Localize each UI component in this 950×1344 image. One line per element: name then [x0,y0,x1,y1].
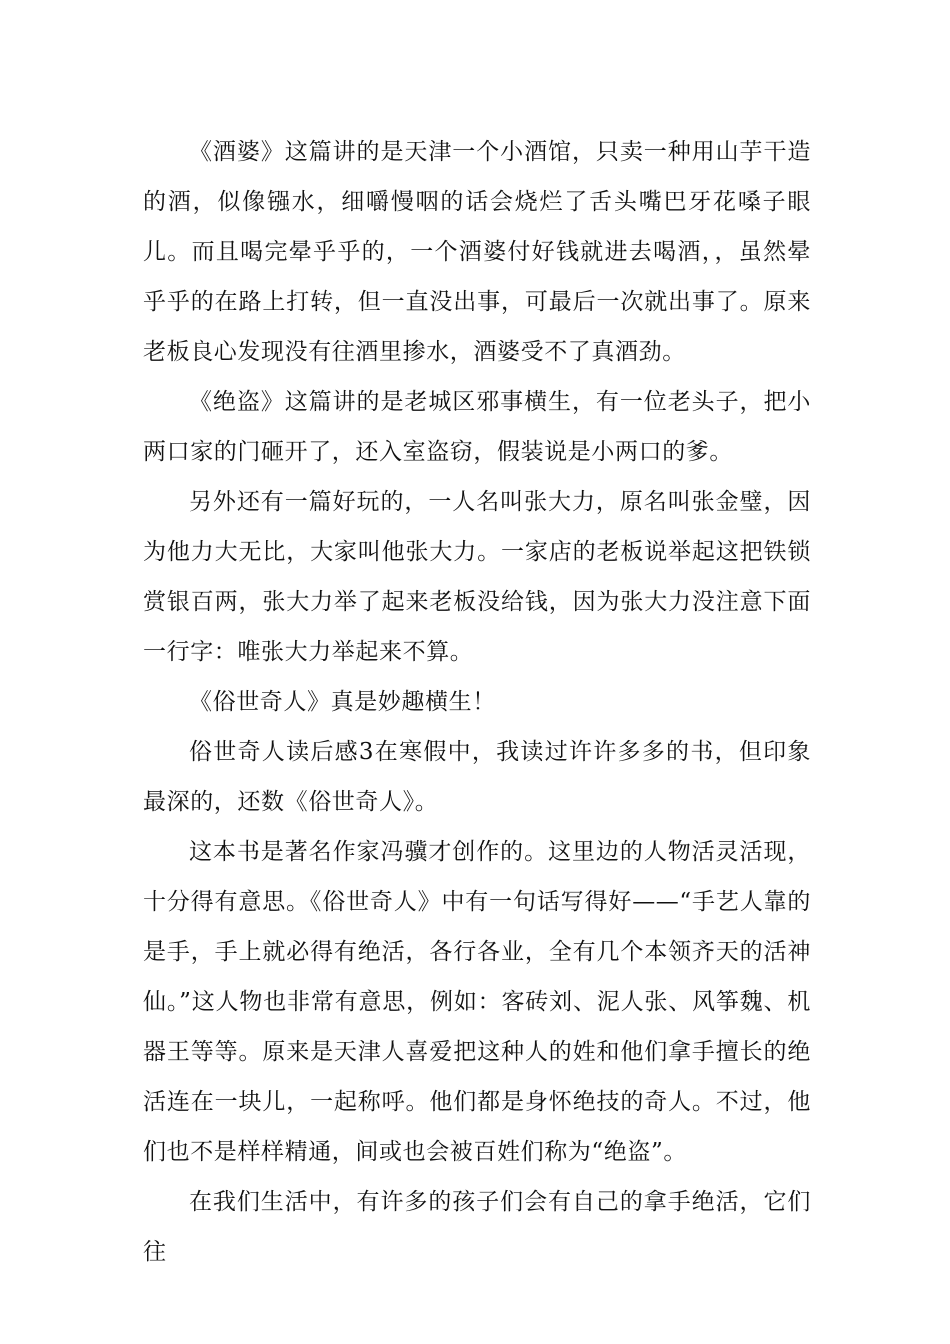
paragraph-zhangdali: 另外还有一篇好玩的，一人名叫张大力，原名叫张金璧，因为他力大无比，大家叫他张大力。一家店的老板说举起这把铁锁赏银百两，张大力举了起来老板没给钱，因为张大力没注意下面一行字：唯张大力举起来不算。 [143,489,811,665]
paragraph-life: 在我们生活中，有许多的孩子们会有自己的拿手绝活，它们往 [143,1189,811,1265]
paragraph-essay3-intro: 俗世奇人读后感3在寒假中，我读过许许多多的书，但印象最深的，还数《俗世奇人》。 [143,739,811,815]
paragraph-author: 这本书是著名作家冯骥才创作的。这里边的人物活灵活现，十分得有意思。《俗世奇人》中有一句话写得好——“手艺人靠的是手，手上就必得有绝活，各行各业，全有几个本领齐天的活神仙。”这人物也非常有意思，例如：客砖刘、泥人张、风筝魏、机器王等等。原来是天津人喜爱把这种人的姓和他们拿手擅长的绝活连在一块儿，一起称呼。他们都是身怀绝技的奇人。不过，他们也不是样样精通，间或也会被百姓们称为“绝盗”。 [143,839,811,1165]
paragraph-juedao: 《绝盗》这篇讲的是老城区邪事横生，有一位老头子，把小两口家的门砸开了，还入室盗窃，假装说是小两口的爹。 [143,389,811,465]
paragraph-jiupo: 《酒婆》这篇讲的是天津一个小酒馆，只卖一种用山芋干造的酒，似像镪水，细嚼慢咽的话会烧烂了舌头嘴巴牙花嗓子眼儿。而且喝完晕乎乎的，一个酒婆付好钱就进去喝酒，，虽然晕乎乎的在路上打转，但一直没出事，可最后一次就出事了。原来老板良心发现没有往酒里掺水，酒婆受不了真酒劲。 [143,139,811,365]
document-body [143,127,811,1277]
paragraph-summary: 《俗世奇人》真是妙趣横生！ [189,689,496,715]
